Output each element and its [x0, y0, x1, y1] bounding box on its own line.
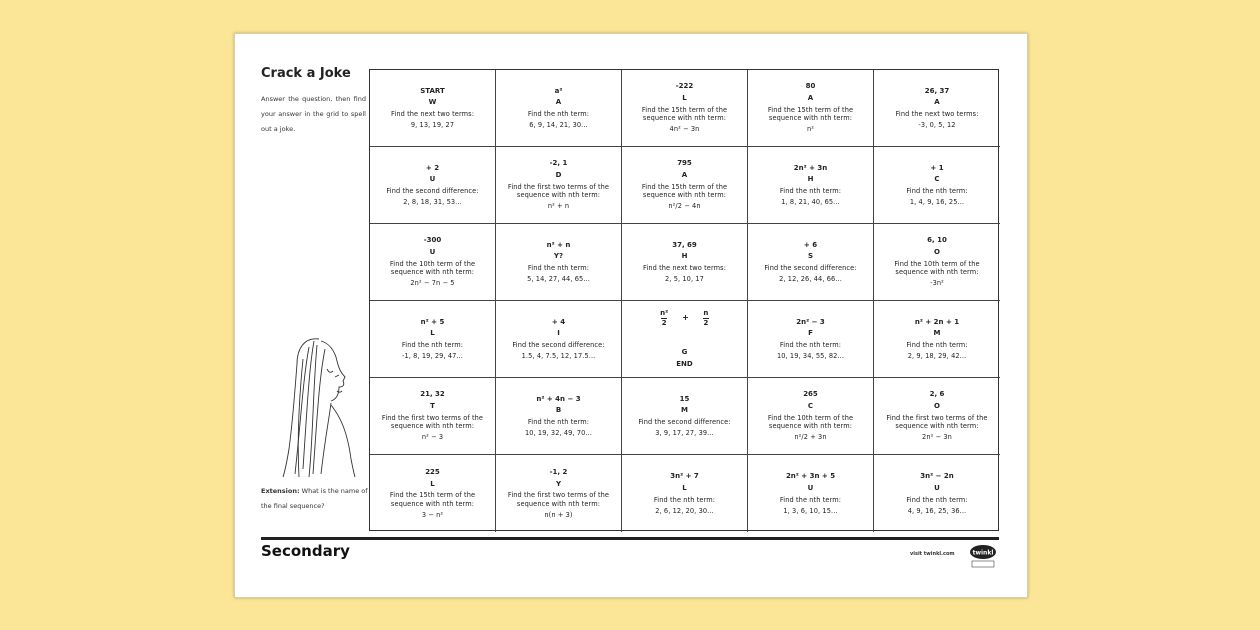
cell-question: Find the nth term: — [653, 495, 716, 504]
cell-value: 3, 9, 17, 27, 39... — [655, 429, 714, 438]
cell-answer: 2n² − 3 — [796, 317, 825, 326]
worksheet — [234, 33, 1028, 598]
cell-letter: O — [934, 248, 940, 257]
cell-question: Find the nth term: — [779, 341, 842, 350]
cell-answer: 3n² + 7 — [670, 472, 699, 481]
cell-letter: Y — [555, 479, 562, 488]
grid-cell — [622, 224, 748, 301]
grid-cell — [748, 224, 874, 301]
cell-answer: 37, 69 — [672, 240, 697, 249]
cell-answer: 2n² + 3n — [793, 163, 828, 172]
cell-question: Find the nth term: — [527, 110, 590, 119]
cell-value: 10, 19, 32, 49, 70... — [524, 429, 593, 438]
cell-letter: D — [555, 171, 562, 180]
cell-answer: -300 — [423, 236, 442, 245]
cell-letter: G — [681, 347, 688, 356]
grid-cell — [622, 455, 748, 532]
cell-letter: I — [557, 329, 560, 338]
fraction — [703, 310, 709, 327]
cell-question: Find the second difference: — [386, 187, 479, 196]
cell-answer: 26, 37 — [924, 86, 950, 95]
cell-value: 1.5, 4, 7.5, 12, 17.5... — [521, 352, 596, 361]
cell-question: Find the nth term: — [401, 341, 464, 350]
cell-letter: U — [429, 175, 436, 184]
denominator: 2 — [661, 318, 667, 327]
cell-letter: W — [428, 98, 437, 107]
cell-letter: C — [934, 175, 940, 184]
cell-letter: M — [933, 329, 941, 338]
cell-value: 9, 13, 19, 27 — [410, 121, 455, 130]
fraction-expression — [660, 310, 709, 327]
cell-question: Find the 10th term of the sequence with nth term: — [767, 413, 854, 431]
grid-cell — [748, 70, 874, 147]
cell-answer: 2, 6 — [929, 390, 945, 399]
cell-letter: L — [682, 483, 687, 492]
cell-letter: T — [430, 402, 435, 411]
grid-cell — [370, 378, 496, 455]
cell-value: -3n² — [930, 279, 944, 288]
grid-cell — [622, 147, 748, 224]
cell-question: Find the next two terms: — [895, 110, 979, 119]
logo-text: twinkl — [972, 549, 994, 557]
grid-cell — [496, 301, 622, 378]
cell-question: Find the second difference: — [512, 341, 605, 350]
cell-value: 4n² − 3n — [669, 125, 700, 134]
cell-value: 1, 8, 21, 40, 65... — [781, 198, 840, 207]
grid-cell — [496, 224, 622, 301]
grid-cell — [496, 147, 622, 224]
grid-cell — [370, 70, 496, 147]
cell-value: 5, 14, 27, 44, 65... — [527, 275, 590, 284]
cell-answer: 80 — [805, 82, 816, 91]
cell-letter: F — [808, 329, 813, 338]
grid-cell — [874, 70, 1000, 147]
numerator: n² — [660, 308, 669, 317]
cell-value: 1, 4, 9, 16, 25... — [909, 198, 965, 207]
cell-question: Find the first two terms of the sequence with nth term: — [507, 182, 610, 200]
cell-letter: A — [555, 98, 562, 107]
cell-question: Find the next two terms: — [642, 264, 727, 273]
cell-letter: C — [807, 402, 814, 411]
cell-letter: B — [555, 406, 562, 415]
cell-value: 2n² − 7n − 5 — [410, 279, 455, 288]
footer-divider — [261, 537, 999, 540]
grid-cell — [370, 301, 496, 378]
cell-answer: 225 — [425, 467, 440, 476]
cell-letter: A — [681, 171, 688, 180]
cell-value: 4, 9, 16, 25, 36... — [907, 506, 967, 515]
cell-value: 1, 3, 6, 10, 15... — [783, 506, 838, 515]
extension-label: Extension: — [261, 487, 300, 495]
cell-letter: H — [807, 175, 814, 184]
cell-value: n² − 3 — [421, 433, 444, 442]
cell-value: n²/2 − 4n — [668, 202, 701, 211]
cell-answer: 265 — [803, 390, 818, 399]
cell-value: n(n + 3) — [544, 510, 573, 519]
extension-question: What is the name of the final sequence? — [261, 487, 368, 510]
grid-cell — [370, 147, 496, 224]
cell-value: 3 − n² — [421, 510, 444, 519]
cell-answer: n² + 5 — [420, 317, 445, 326]
cell-letter: Y? — [553, 252, 564, 261]
cell-question: Find the first two terms of the sequence with nth term: — [507, 491, 610, 508]
twinkl-logo — [968, 542, 998, 570]
cell-value: n² — [806, 125, 815, 134]
cell-value: 2n² − 3n — [922, 433, 952, 442]
worksheet-title: Crack a Joke — [261, 66, 351, 81]
cell-question: Find the 10th term of the sequence with nth term: — [894, 259, 980, 277]
grid-cell — [622, 378, 748, 455]
cell-answer: 2n² + 3n + 5 — [785, 472, 836, 481]
cell-answer: -222 — [675, 82, 694, 91]
grid-cell — [496, 70, 622, 147]
numerator: n — [703, 308, 709, 317]
cell-question: Find the nth term: — [906, 495, 968, 504]
cell-value: -1, 8, 19, 29, 47... — [402, 352, 463, 361]
cell-question: Find the 15th term of the sequence with nth term: — [767, 105, 854, 123]
cell-question: Find the second difference: — [638, 418, 731, 427]
cell-letter: M — [681, 406, 688, 415]
cell-answer: n² + 2n + 1 — [914, 317, 960, 326]
cell-answer: 6, 10 — [927, 236, 947, 245]
denominator: 2 — [703, 318, 709, 327]
cell-answer: n² + 4n − 3 — [536, 394, 581, 403]
cell-letter: O — [934, 402, 940, 411]
website-url: visit twinkl.com — [910, 551, 955, 557]
grid-cell — [874, 147, 1000, 224]
cell-value: 6, 9, 14, 21, 30... — [529, 121, 588, 130]
grid-cell — [622, 70, 748, 147]
cell-question: Find the second difference: — [764, 264, 857, 273]
grid-cell — [496, 378, 622, 455]
cell-value: 2, 12, 26, 44, 66... — [779, 275, 842, 284]
cell-question: Find the nth term: — [779, 187, 842, 196]
cell-question: Find the first two terms of the sequence with nth term: — [886, 413, 988, 431]
cell-letter: L — [682, 94, 687, 103]
cell-letter: A — [807, 94, 814, 103]
grid-cell — [874, 378, 1000, 455]
cell-answer: 3n² − 2n — [920, 472, 954, 481]
cell-letter: L — [430, 479, 435, 488]
cell-answer: + 2 — [425, 163, 440, 172]
cell-question: Find the first two terms of the sequence with nth term: — [381, 413, 484, 431]
extension-task — [261, 484, 369, 514]
cell-letter: A — [934, 98, 940, 107]
cell-answer: 21, 32 — [420, 390, 445, 399]
cell-answer: a² — [554, 86, 563, 95]
grid-cell — [622, 301, 748, 378]
joke-grid — [369, 69, 999, 531]
cell-end: END — [676, 359, 693, 368]
cell-question: Find the next two terms: — [390, 110, 475, 119]
grid-cell — [748, 147, 874, 224]
cell-value: 2, 6, 12, 20, 30... — [655, 506, 714, 515]
cell-value: n²/2 + 3n — [794, 433, 827, 442]
grid-cell — [748, 378, 874, 455]
cell-question: Find the 15th term of the sequence with nth term: — [641, 182, 728, 200]
cell-value: 2, 9, 18, 29, 42... — [907, 352, 967, 361]
cell-value: -3, 0, 5, 12 — [918, 121, 956, 130]
footer-label: Secondary — [261, 542, 350, 560]
cell-question: Find the nth term: — [779, 495, 842, 504]
cell-value: n² + n — [547, 202, 570, 211]
instructions: Answer the question, then find your answer in the grid to spell out a joke. — [261, 95, 366, 133]
cell-answer: + 1 — [930, 163, 944, 172]
cell-question: Find the 15th term of the sequence with nth term: — [389, 491, 476, 508]
grid-cell — [370, 224, 496, 301]
cell-question: Find the nth term: — [527, 264, 590, 273]
cell-answer: + 4 — [551, 317, 566, 326]
cell-question: Find the 15th term of the sequence with nth term: — [641, 105, 728, 123]
grid-cell — [874, 301, 1000, 378]
cell-answer: -1, 2 — [549, 467, 568, 476]
cell-answer: n² + n — [546, 240, 571, 249]
cell-question: Find the nth term: — [527, 418, 590, 427]
grid-cell — [496, 455, 622, 532]
cell-answer: 15 — [679, 394, 690, 403]
cell-letter: H — [681, 252, 688, 261]
cell-value: 10, 19, 34, 55, 82... — [776, 352, 845, 361]
cell-letter: U — [934, 483, 940, 492]
grid-cell — [874, 455, 1000, 532]
cell-value: 2, 8, 18, 31, 53... — [403, 198, 462, 207]
cell-letter: S — [807, 252, 814, 261]
cell-answer: 795 — [677, 159, 692, 168]
cell-answer: -2, 1 — [549, 159, 568, 168]
cell-question: Find the nth term: — [906, 341, 968, 350]
grid-cell — [748, 455, 874, 532]
grid-cell — [370, 455, 496, 532]
cell-letter: U — [429, 248, 436, 257]
fraction — [660, 310, 668, 327]
grid-cell — [874, 224, 1000, 301]
grid-cell — [748, 301, 874, 378]
cell-question: Find the 10th term of the sequence with nth term: — [389, 259, 476, 277]
girl-illustration — [259, 329, 369, 479]
cell-question: Find the nth term: — [906, 187, 968, 196]
cell-answer: START — [420, 86, 445, 95]
cell-letter: U — [807, 483, 814, 492]
operator: + — [682, 313, 689, 323]
cell-value: 2, 5, 10, 17 — [665, 275, 704, 284]
cell-answer: + 6 — [803, 240, 818, 249]
cell-letter: L — [430, 329, 435, 338]
